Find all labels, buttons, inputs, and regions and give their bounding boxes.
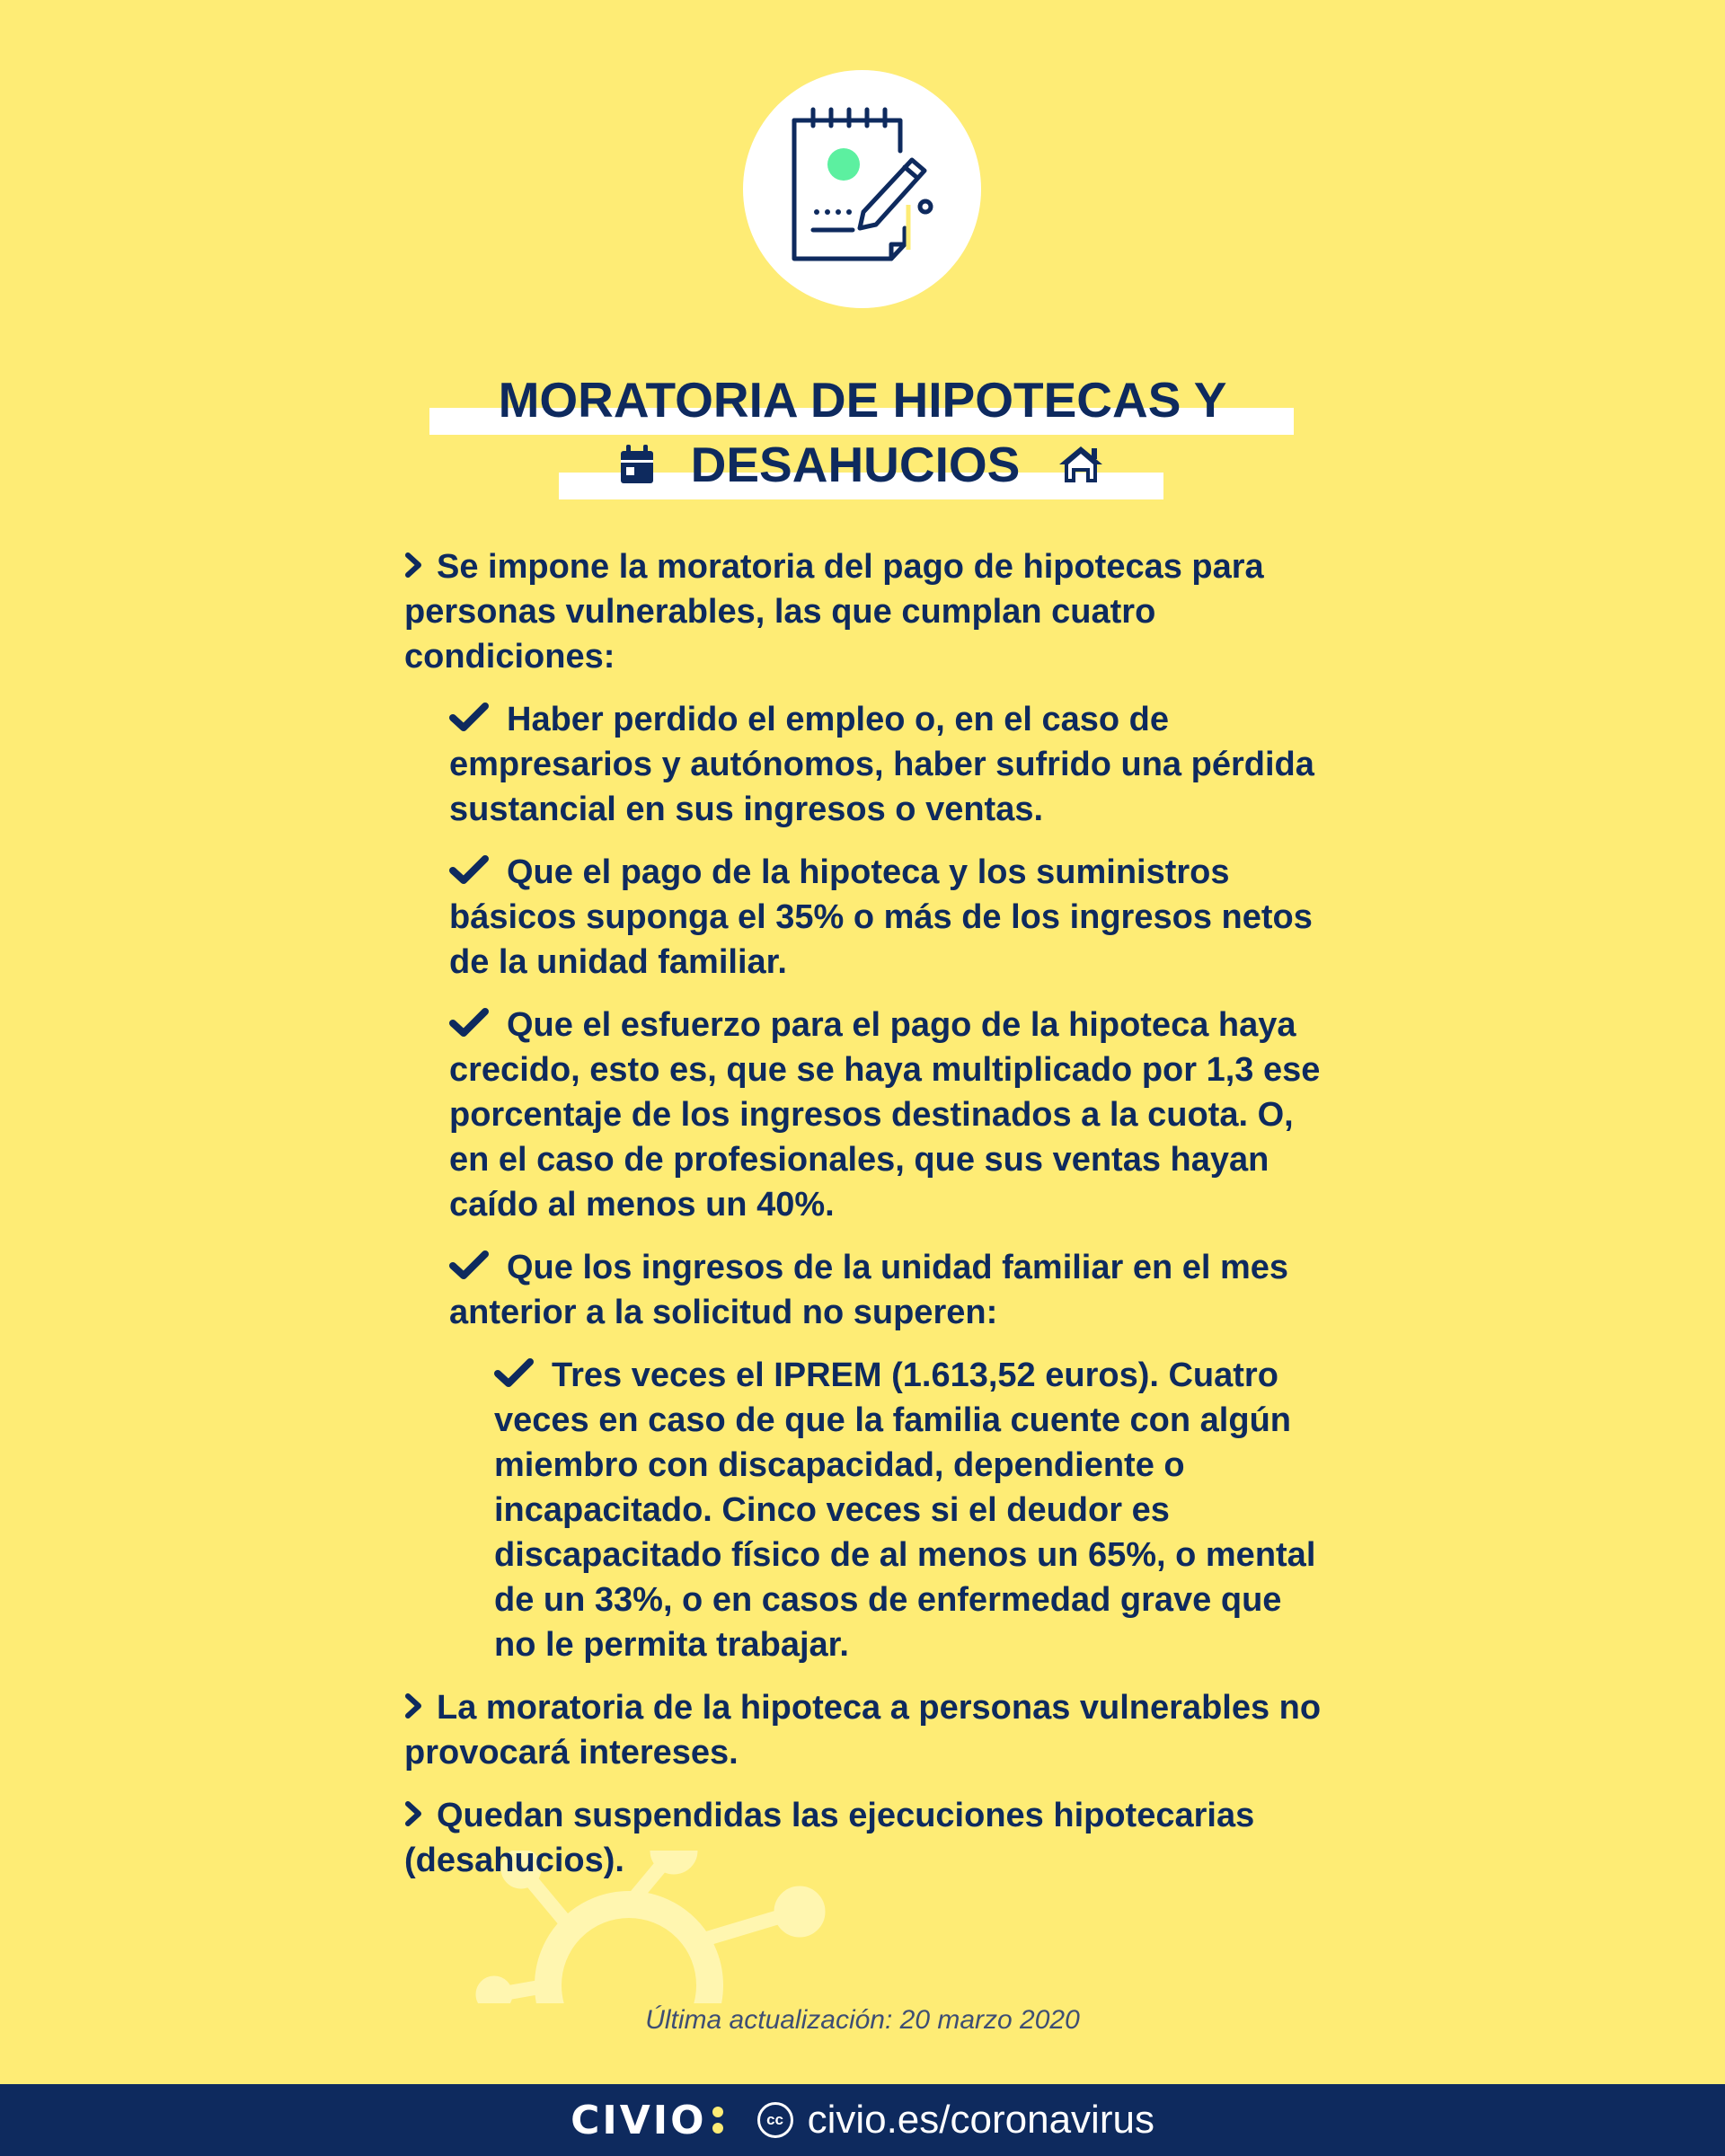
- notepad-emblem: [743, 70, 981, 308]
- title-line-2: [0, 433, 1725, 498]
- creative-commons-icon: cc: [757, 2102, 793, 2138]
- checkmark-icon: [449, 1250, 489, 1281]
- list-item: [449, 697, 1330, 832]
- list-item-text: Tres veces el IPREM (1.613,52 euros). Cuatro veces en caso de que la familia cuente con algún miembro con discapacidad, dependiente o incapacitado. Cinco veces si el deudor es discapacitado físico de al menos un 65%, o mental de un 33%, o en casos de enfermedad grave que no le permita trabajar.: [494, 1356, 1316, 1664]
- list-item: [404, 1685, 1330, 1775]
- list-item: [404, 1793, 1330, 1883]
- list-item-text: Que el esfuerzo para el pago de la hipoteca haya crecido, esto es, que se haya multiplicado por 1,3 ese porcentaje de los ingresos destinados a la cuota. O, en el caso de profesionales, que sus ventas hayan caído al menos un 40%.: [449, 1006, 1321, 1224]
- list-item-text: Que el pago de la hipoteca y los suministros básicos suponga el 35% o más de los ingresos netos de la unidad familiar.: [449, 853, 1313, 981]
- chevron-right-icon: [404, 1801, 424, 1826]
- notepad-pencil-icon: [743, 70, 981, 308]
- list-item: [449, 1003, 1330, 1227]
- list-item: [449, 850, 1330, 985]
- list-item: [494, 1353, 1330, 1667]
- checkmark-icon: [449, 855, 489, 886]
- list-item-text: Se impone la moratoria del pago de hipotecas para personas vulnerables, las que cumplan cuatro condiciones:: [404, 548, 1264, 676]
- list-item-text: Haber perdido el empleo o, en el caso de empresarios y autónomos, haber sufrido una pérdida sustancial en sus ingresos o ventas.: [449, 701, 1314, 828]
- checkmark-icon: [494, 1358, 534, 1389]
- chevron-right-icon: [404, 552, 424, 578]
- footer-bar: [0, 2084, 1725, 2156]
- page-title-line2: DESAHUCIOS: [690, 437, 1021, 492]
- list-item: [449, 1245, 1330, 1335]
- brand-name: CIVIO: [571, 2097, 707, 2143]
- title-block: [0, 368, 1725, 498]
- calendar-icon: [619, 444, 655, 485]
- chevron-right-icon: [404, 1693, 424, 1719]
- checkmark-icon: [449, 702, 489, 733]
- list-item-text: Que los ingresos de la unidad familiar en el mes anterior a la solicitud no superen:: [449, 1249, 1289, 1331]
- list-item: [404, 544, 1330, 679]
- checkmark-icon: [449, 1008, 489, 1038]
- title-line-1: [0, 368, 1725, 433]
- page-title-line1: MORATORIA DE HIPOTECAS Y: [498, 372, 1227, 428]
- site-link[interactable]: civio.es/coronavirus: [807, 2098, 1154, 2142]
- house-icon: [1056, 443, 1106, 486]
- content-list: [404, 544, 1330, 1901]
- list-item-text: Quedan suspendidas las ejecuciones hipotecarias (desahucios).: [404, 1797, 1255, 1879]
- list-item-text: La moratoria de la hipoteca a personas vulnerables no provocará intereses.: [404, 1689, 1322, 1772]
- last-updated: Última actualización: 20 marzo 2020: [645, 2005, 1080, 2035]
- brand-dots-icon: [712, 2107, 723, 2134]
- civio-logo[interactable]: [571, 2098, 723, 2143]
